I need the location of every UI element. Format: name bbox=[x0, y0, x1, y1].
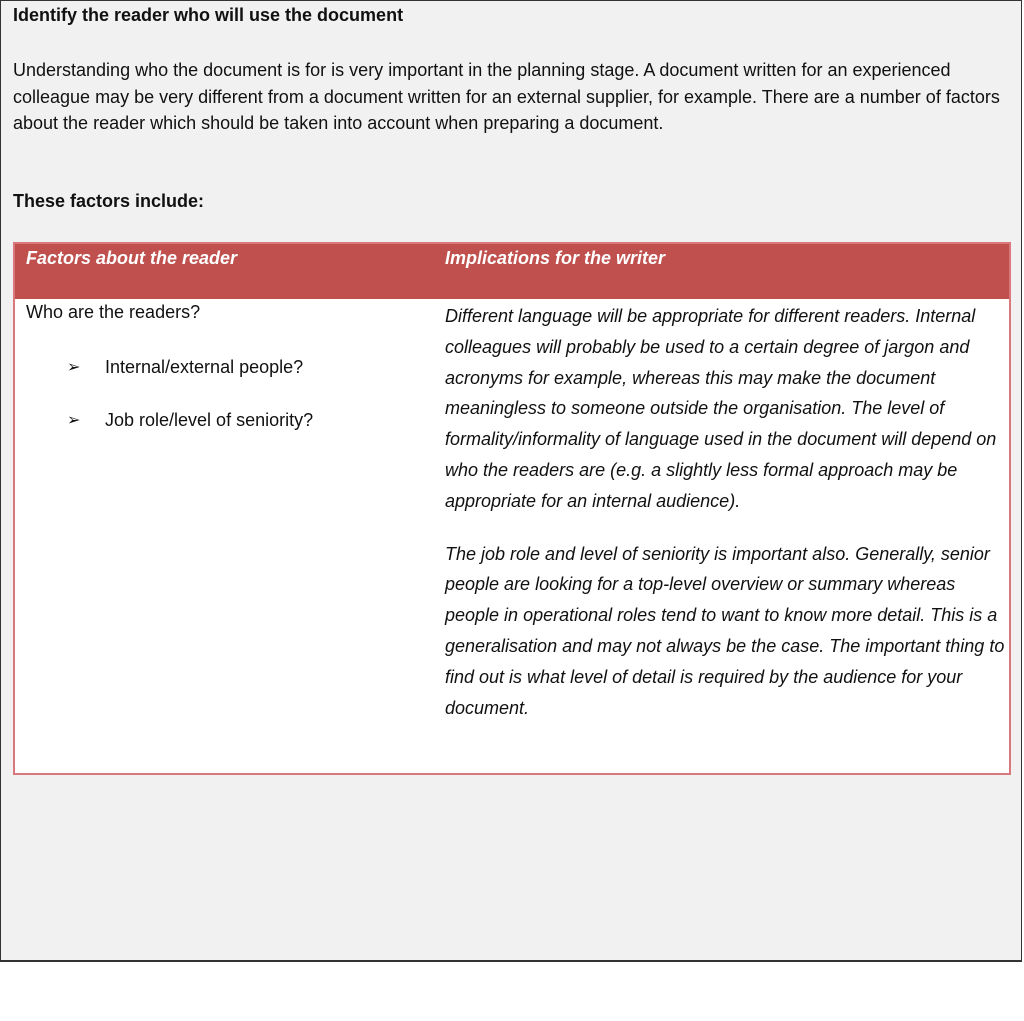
bullet-text: Internal/external people? bbox=[105, 356, 304, 377]
table-header-row bbox=[15, 244, 1009, 299]
arrowhead-bullet-icon: ➢ bbox=[67, 412, 81, 429]
column-header-implications: Implications for the writer bbox=[445, 248, 666, 268]
factor-bullet-list bbox=[67, 354, 313, 460]
factor-title: Who are the readers? bbox=[26, 302, 201, 322]
factors-table bbox=[13, 242, 1011, 775]
list-item bbox=[67, 354, 313, 380]
implication-paragraph: The job role and level of seniority is important also. Generally, senior people are looking for a top-level overview or summary whereas people in operational roles tend to want to know more detail. This is a generalisation and may not always be the case. The important thing to find out is what level of detail is required by the audience for your document. bbox=[445, 543, 1005, 718]
intro-paragraph: Understanding who the document is for is very important in the planning stage. A document written for an experienced colleague may be very different from a document written for an external supplier, for example. There are a number of factors about the reader which should be taken into account when preparing a document. bbox=[13, 60, 1000, 133]
arrowhead-bullet-icon: ➢ bbox=[67, 359, 81, 376]
list-item bbox=[67, 407, 313, 433]
implications-cell bbox=[445, 301, 1005, 745]
column-header-factors: Factors about the reader bbox=[26, 248, 238, 268]
section-heading: Identify the reader who will use the document bbox=[13, 5, 404, 25]
implication-paragraph: Different language will be appropriate for different readers. Internal colleagues will probably be used to a certain degree of jargon and acronyms for example, whereas this may make the document meaningless to someone outside the organisation. The level of formality/informality of language used in the document will depend on who the readers are (e.g. a slightly less formal approach may be appropriate for an internal audience). bbox=[445, 306, 997, 511]
factors-subheading: These factors include: bbox=[13, 191, 205, 211]
bullet-text: Job role/level of seniority? bbox=[105, 409, 314, 430]
